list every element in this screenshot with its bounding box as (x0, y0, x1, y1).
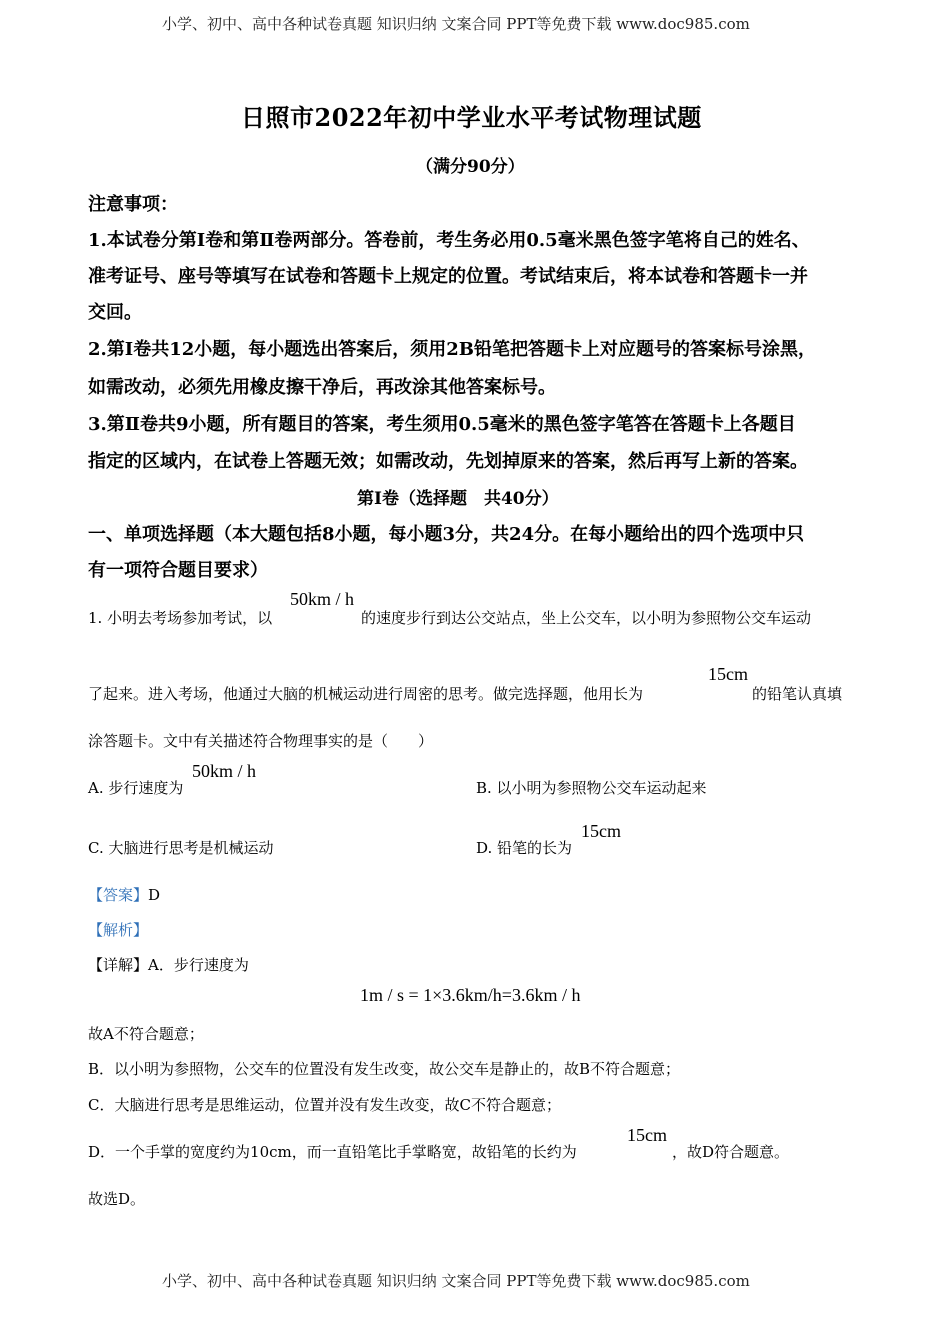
answer-label: 【答案】 (88, 886, 149, 904)
analysis-label: 【解析】 (88, 921, 149, 939)
note-line: 指定的区域内，在试卷上答题无效；如需改动，先划掉原来的答案，然后再写上新的答案。 (88, 451, 808, 472)
detail-line (88, 954, 249, 975)
detail-line: C．大脑进行思考是思维运动，位置并没有发生改变，故C不符合题意； (88, 1096, 561, 1114)
notes-heading: 注意事项： (88, 194, 178, 215)
formula: 15cm (708, 664, 748, 684)
question-text: 的铅笔认真填 (752, 685, 843, 703)
detail-line: B．以小明为参照物，公交车的位置没有发生改变，故公交车是静止的，故B不符合题意； (88, 1060, 681, 1078)
formula: 15cm (581, 821, 621, 841)
note-line: 如需改动，必须先用橡皮擦干净后，再改涂其他答案标号。 (88, 377, 556, 398)
option-b: B. 以小明为参照物公交车运动起来 (476, 779, 707, 797)
formula: 1m / s = 1×3.6km/h=3.6km / h (360, 985, 581, 1005)
formula: 50km / h (290, 589, 355, 609)
option-a: A. 步行速度为 (88, 779, 184, 797)
detail-line: 故A不符合题意； (88, 1025, 204, 1043)
question-text: 了起来。进入考场，他通过大脑的机械运动进行周密的思考。做完选择题，他用长为 (88, 685, 644, 703)
page-subtitle: （满分90分） (416, 157, 525, 177)
note-line: 2.第Ⅰ卷共12小题，每小题选出答案后，须用2B铅笔把答题卡上对应题号的答案标号涂黑， (88, 339, 816, 360)
page-header: 小学、初中、高中各种试卷真题 知识归纳 文案合同 PPT等免费下载 www.doc985.com (162, 15, 750, 33)
note-line: 交回。 (88, 302, 142, 323)
formula: 15cm (627, 1125, 667, 1145)
question-text: 的速度步行到达公交站点，坐上公交车，以小明为参照物公交车运动 (361, 609, 812, 627)
detail-text: A．步行速度为 (148, 956, 249, 974)
note-line: 1.本试卷分第Ⅰ卷和第Ⅱ卷两部分。答卷前，考生务必用0.5毫米黑色签字笔将自己的姓名、 (88, 230, 810, 251)
question-text: 1. 小明去考场参加考试，以 (88, 609, 273, 627)
page-title: 日照市2022年初中学业水平考试物理试题 (241, 103, 702, 132)
detail-line: ，故D符合题意。 (672, 1143, 790, 1161)
conclusion: 故选D。 (88, 1190, 146, 1208)
question-text: 涂答题卡。文中有关描述符合物理事实的是（ ） (88, 732, 434, 750)
answer-value: D (148, 886, 161, 904)
part-heading: 有一项符合题目要求） (88, 560, 268, 581)
detail-line: D．一个手掌的宽度约为10cm，而一直铅笔比手掌略宽，故铅笔的长约为 (88, 1143, 577, 1161)
detail-label: 【详解】 (88, 956, 149, 974)
note-line: 准考证号、座号等填写在试卷和答题卡上规定的位置。考试结束后，将本试卷和答题卡一并 (88, 266, 808, 287)
option-d: D. 铅笔的长为 (476, 839, 573, 857)
section-title: 第Ⅰ卷（选择题 共40分） (357, 489, 559, 509)
page-footer: 小学、初中、高中各种试卷真题 知识归纳 文案合同 PPT等免费下载 www.doc985.com (162, 1272, 750, 1290)
part-heading: 一、单项选择题（本大题包括8小题，每小题3分，共24分。在每小题给出的四个选项中只 (88, 524, 805, 545)
option-c: C. 大脑进行思考是机械运动 (88, 839, 274, 857)
answer-line (88, 884, 160, 905)
note-line: 3.第Ⅱ卷共9小题，所有题目的答案，考生须用0.5毫米的黑色签字笔答在答题卡上各题目 (88, 414, 796, 435)
formula: 50km / h (192, 761, 257, 781)
